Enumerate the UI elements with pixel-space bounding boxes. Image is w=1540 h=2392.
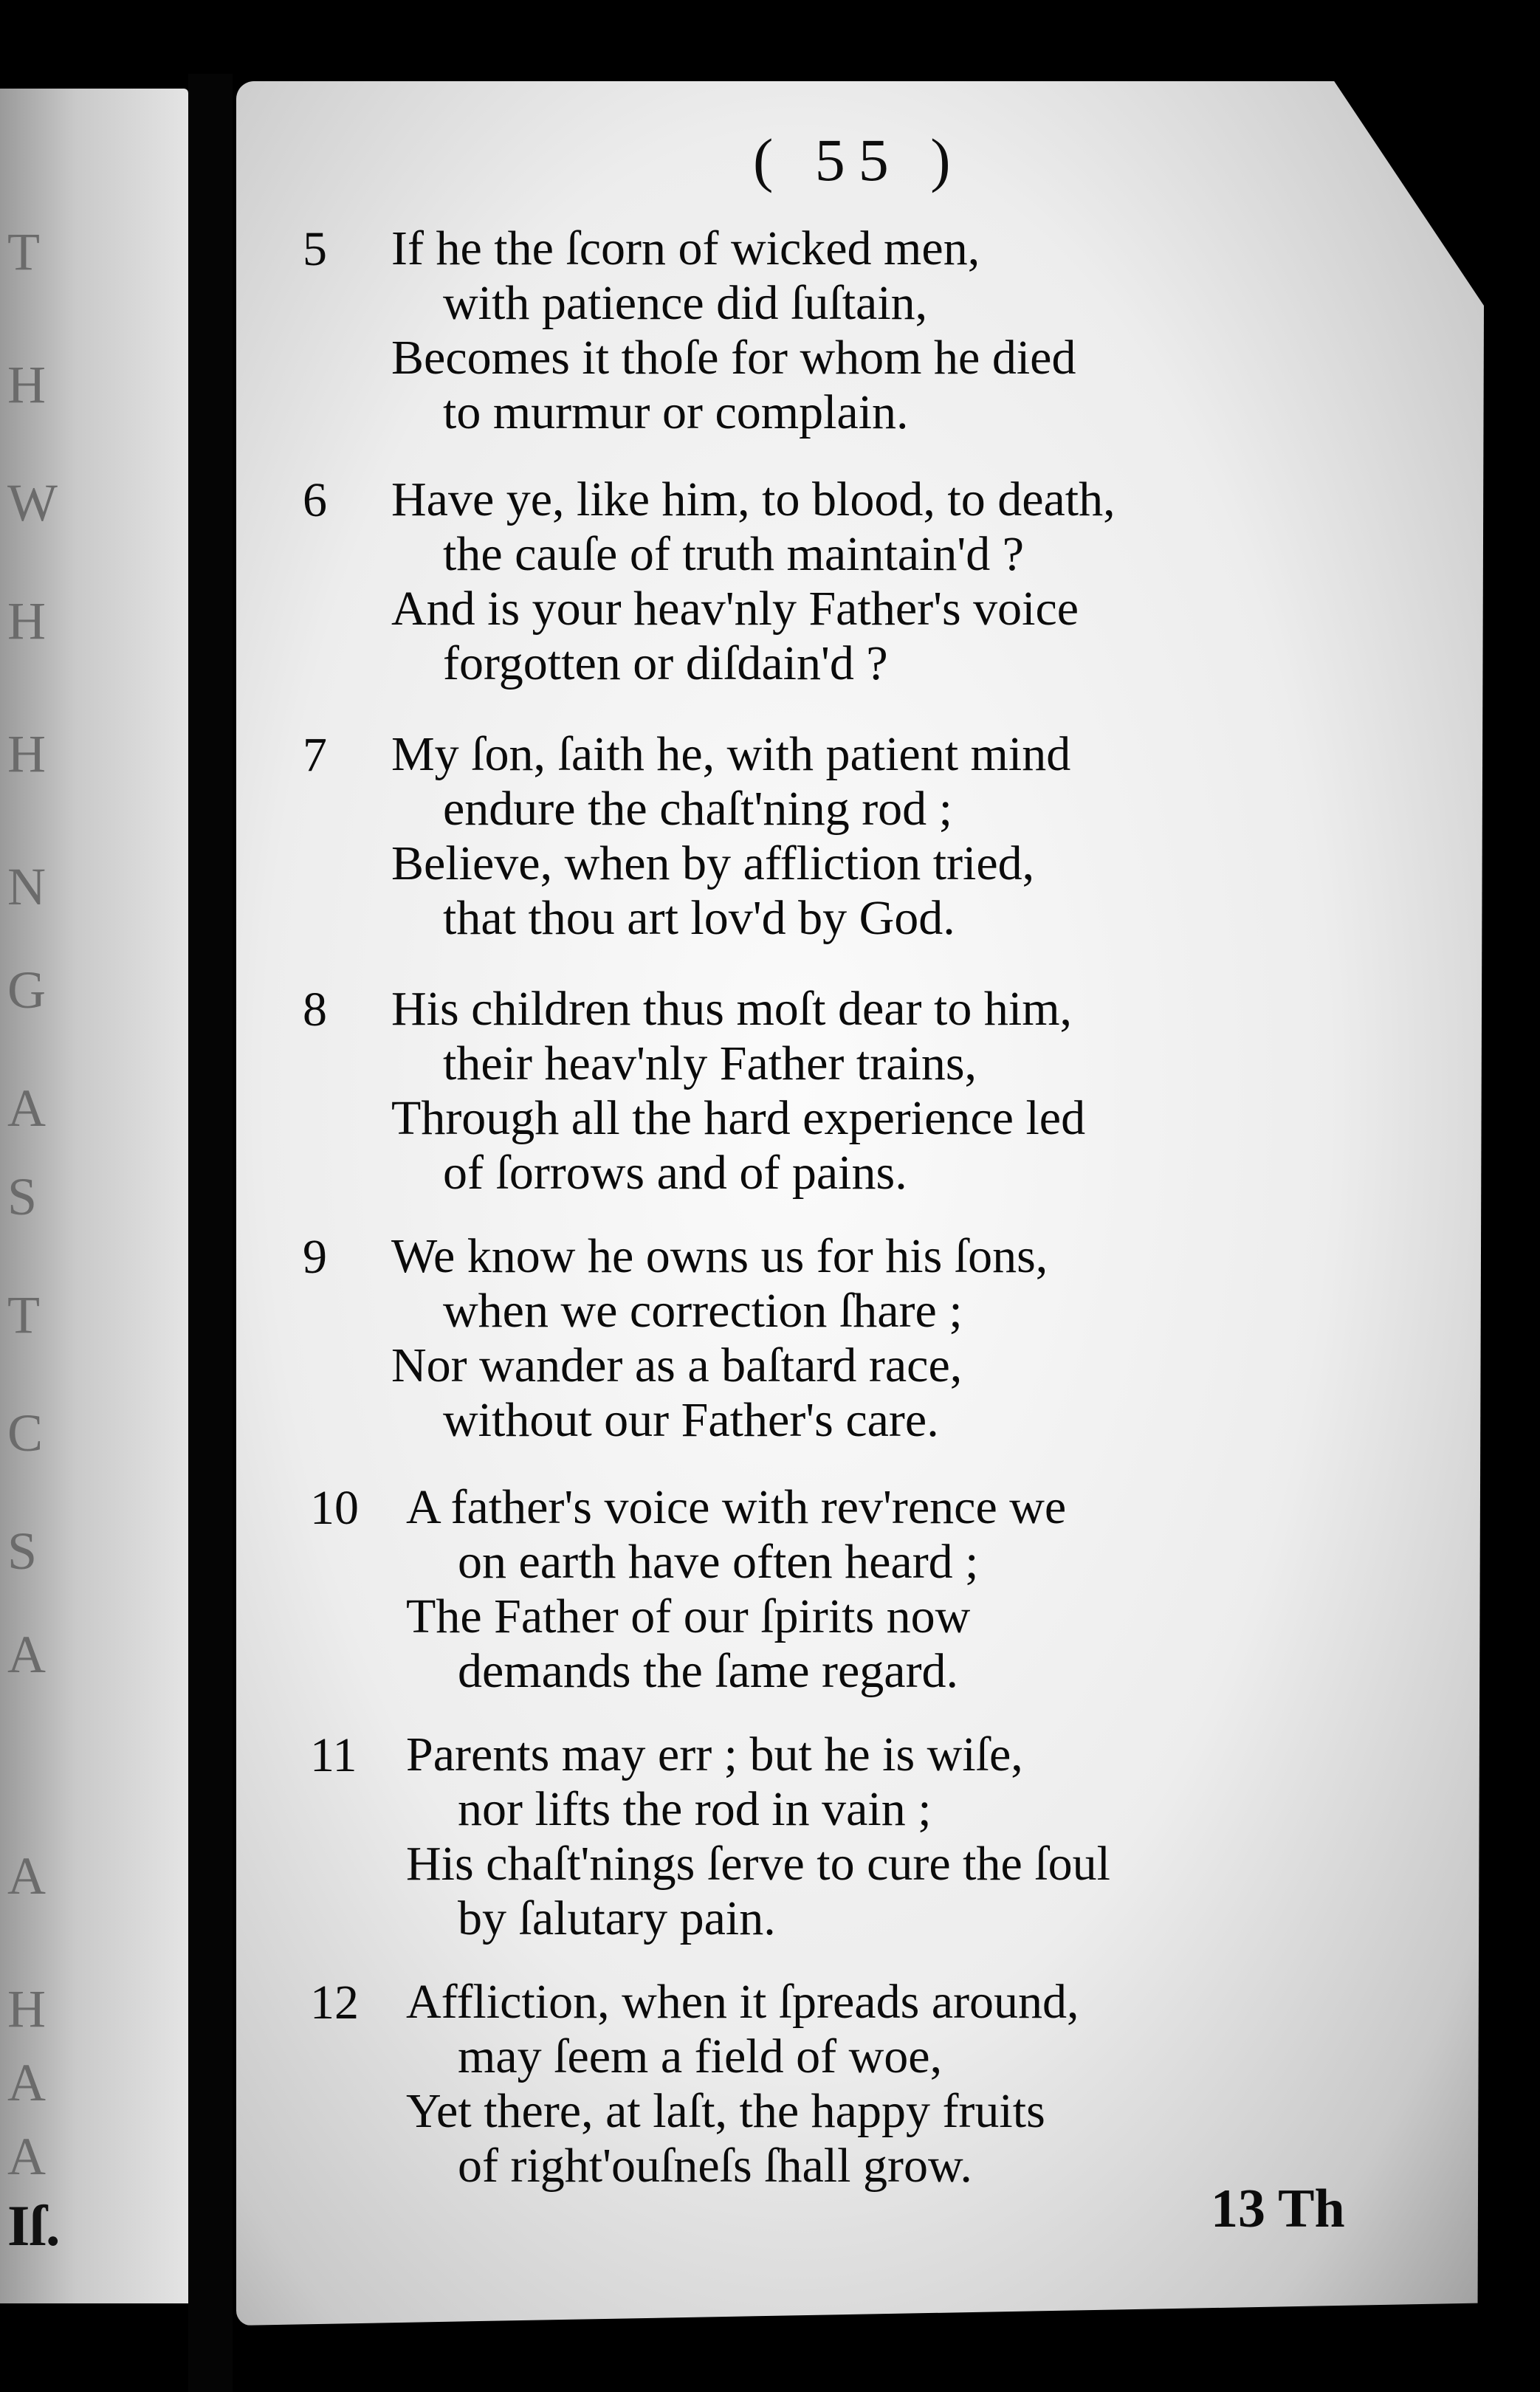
verse-line: The Father of our ſpirits now: [406, 1589, 971, 1643]
verse-line: Have ye, like him, to blood, to death,: [391, 472, 1116, 526]
verse-line: by ſalutary pain.: [458, 1891, 776, 1945]
verse-line: If he the ſcorn of wicked men,: [391, 221, 980, 275]
stanza: [303, 221, 1277, 440]
verse-line: of right'ouſneſs ſhall grow.: [458, 2139, 972, 2193]
verse-line: My ſon, ſaith he, with patient mind: [391, 727, 1071, 781]
book-gutter: [188, 74, 233, 2392]
stanza: [303, 982, 1277, 1200]
stanza-number: 6: [303, 473, 327, 527]
verse-line: Affliction, when it ſpreads around,: [406, 1975, 1079, 2029]
verse-line: Becomes it thoſe for whom he died: [391, 331, 1076, 385]
stanza-number: 12: [310, 1976, 359, 2030]
stanza: [310, 1728, 1277, 1946]
verse-line: that thou art lov'd by God.: [443, 891, 955, 945]
facing-page: [0, 89, 188, 2303]
verse-line: the cauſe of truth maintain'd ?: [443, 527, 1025, 581]
verse-line: with patience did ſuſtain,: [443, 276, 928, 330]
verse-line: nor lifts the rod in vain ;: [458, 1782, 932, 1836]
verse-line: And is your heav'nly Father's voice: [391, 582, 1079, 636]
verse-line: Through all the hard experience led: [391, 1091, 1086, 1145]
verse-line: when we correction ſhare ;: [443, 1284, 963, 1338]
stanza-number: 5: [303, 222, 327, 276]
verse-line: endure the chaſt'ning rod ;: [443, 782, 953, 836]
stanza: [303, 1229, 1277, 1448]
stanza-number: 10: [310, 1481, 359, 1535]
verse-line: His children thus moſt dear to him,: [391, 982, 1073, 1036]
verse-line: Believe, when by affliction tried,: [391, 836, 1035, 890]
stanza-number: 9: [303, 1230, 327, 1284]
page-number: ( 55 ): [753, 126, 964, 193]
verse-line: without our Father's care.: [443, 1393, 939, 1447]
verse-line: demands the ſame regard.: [458, 1644, 959, 1698]
verse-line: to murmur or complain.: [443, 385, 909, 439]
stanza: [310, 1975, 1277, 2193]
verse-line: Nor wander as a baſtard race,: [391, 1338, 963, 1392]
verse-line: Yet there, at laſt, the happy fruits: [406, 2084, 1045, 2138]
verse-line: Parents may err ; but he is wiſe,: [406, 1728, 1023, 1781]
facing-page-catchword: Iſ.: [7, 2193, 61, 2258]
stanza: [303, 727, 1277, 946]
verse-line: forgotten or diſdain'd ?: [443, 636, 888, 690]
stanza-number: 8: [303, 983, 327, 1037]
stanza: [303, 472, 1277, 691]
verse-line: of ſorrows and of pains.: [443, 1146, 907, 1200]
verse-line: We know he owns us for his ſons,: [391, 1229, 1048, 1283]
stanza-number: 7: [303, 728, 327, 782]
catchword: 13 Th: [1211, 2179, 1345, 2239]
stanza-number: 11: [310, 1728, 357, 1782]
verse-line: their heav'nly Father trains,: [443, 1037, 977, 1090]
verse-line: on earth have often heard ;: [458, 1535, 979, 1589]
verse-line: may ſeem a field of woe,: [458, 2030, 943, 2083]
verse-line: A father's voice with rev'rence we: [406, 1480, 1067, 1534]
verse-line: His chaſt'nings ſerve to cure the ſoul: [406, 1837, 1110, 1891]
stanza: [310, 1480, 1277, 1699]
facing-page-edge: T H W H H N G A S T C S A A H A A: [7, 222, 58, 2186]
